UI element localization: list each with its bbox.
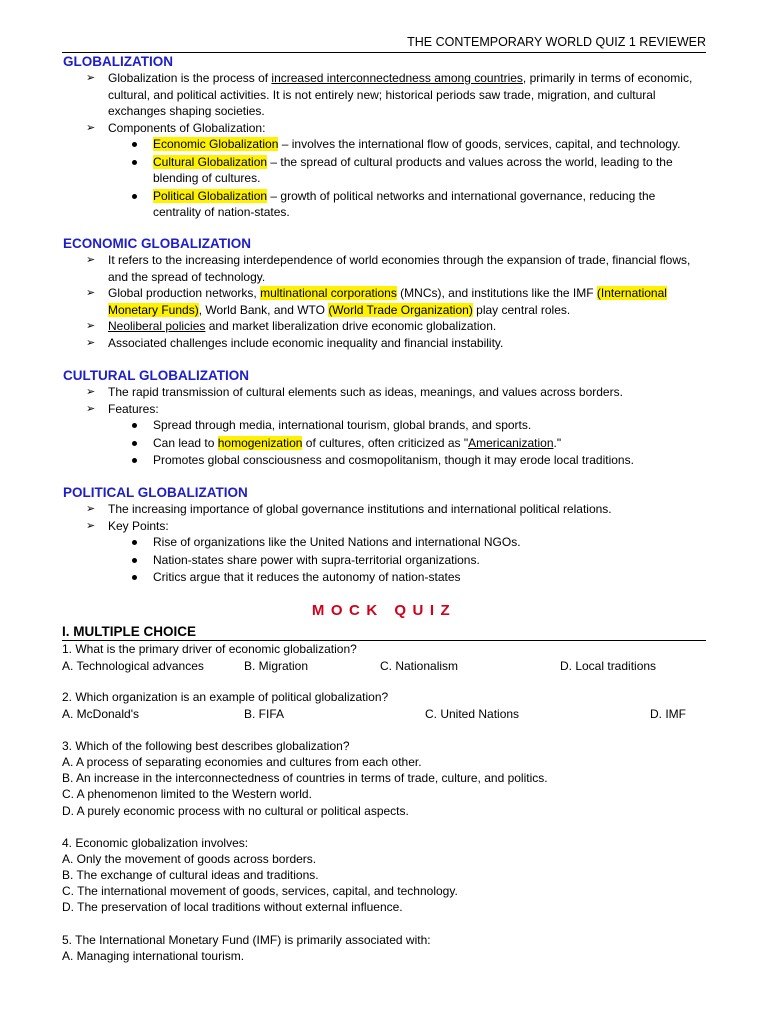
list-item: ➢ Globalization is the process of increased interconnectedness among countries, primarily in terms of economic, cultural, and political activities. It is not entirely new; historical periods saw trade, migration, and cultural exchanges shaping societies. (108, 70, 706, 120)
option-c: C. A phenomenon limited to the Western world. (62, 787, 312, 801)
sub-list (108, 534, 706, 586)
list-item: ➢ Global production networks, multinational corporations (MNCs), and institutions like the IMF (International Monetary Funds), World Bank, and WTO (World Trade Organization) play central roles. (108, 285, 706, 318)
option-c: C. Nationalism (380, 659, 459, 673)
option-d: D. IMF (650, 707, 686, 721)
underlined-term: Americanization (468, 435, 554, 450)
bullet-list (62, 252, 706, 351)
list-item: ➢ Features: Spread through media, international tourism, global brands, and sports. Can lead to homogenization of cultures, often criticized as "Americanization." Promotes global consciousness and cosmopolitanism, though it may erode local traditions. (108, 401, 706, 469)
bullet-list (62, 501, 706, 586)
list-item: Can lead to homogenization of cultures, often criticized as "Americanization." (153, 435, 706, 452)
section-title: CULTURAL GLOBALIZATION (63, 368, 249, 383)
option-b: B. FIFA (244, 707, 285, 721)
highlighted-term: (World Trade Organization) (328, 302, 473, 317)
header-title: THE CONTEMPORARY WORLD QUIZ 1 REVIEWER (407, 35, 706, 49)
question-3: 3. Which of the following best describes globalization? (62, 739, 350, 753)
list-item: Economic Globalization – involves the international flow of goods, services, capital, and technology. (153, 136, 706, 153)
option-d: D. Local traditions (560, 659, 657, 673)
option-a: A. McDonald's (62, 707, 139, 721)
bullet-list (62, 70, 706, 221)
list-item: ➢ Components of Globalization: Economic Globalization – involves the international flow of goods, services, capital, and technology. Cultural Globalization – the spread of cultural products and values across the world, leading to the blending of cultures. Political Globalization – growth of political networks and international governance, reducing the centrality of nation-states. (108, 120, 706, 221)
list-item: ➢ Associated challenges include economic inequality and financial instability. (108, 335, 706, 352)
highlighted-term: multinational corporations (260, 286, 397, 300)
list-item: Cultural Globalization – the spread of cultural products and values across the world, leading to the blending of cultures. (153, 154, 706, 187)
list-item: ➢ The increasing importance of global governance institutions and international political relations. (108, 501, 706, 518)
section-title: POLITICAL GLOBALIZATION (63, 485, 248, 500)
section-globalization (62, 53, 706, 222)
sub-list (108, 417, 706, 469)
quiz-title: MOCK QUIZ (311, 602, 457, 619)
highlighted-term: homogenization (217, 435, 303, 450)
list-item: ➢ The rapid transmission of cultural elements such as ideas, meanings, and values across borders. (108, 384, 706, 401)
option-a: A. Managing international tourism. (62, 949, 245, 963)
section-cultural (62, 367, 706, 470)
option-d: D. A purely economic process with no cultural or political aspects. (62, 804, 409, 818)
section-title: ECONOMIC GLOBALIZATION (63, 236, 251, 251)
section-political (62, 484, 706, 587)
option-a: A. Only the movement of goods across borders. (62, 852, 317, 866)
question-1-options (62, 658, 712, 675)
highlighted-term: Political Globalization (153, 188, 268, 203)
option-a: A. A process of separating economies and cultures from each other. (62, 755, 422, 769)
quiz-section-title: I. MULTIPLE CHOICE (62, 624, 706, 641)
list-item: Spread through media, international tourism, global brands, and sports. (153, 417, 706, 434)
question-2: 2. Which organization is an example of political globalization? (62, 690, 389, 704)
list-item: ➢ Neoliberal policies and market liberalization drive economic globalization. (108, 318, 706, 335)
list-item: Critics argue that it reduces the autonomy of nation-states (153, 569, 706, 586)
question-5: 5. The International Monetary Fund (IMF) is primarily associated with: (62, 933, 431, 947)
option-b: B. Migration (244, 659, 309, 673)
highlighted-term: (International Monetary Funds) (108, 286, 667, 317)
bullet-list (62, 384, 706, 469)
question-1: 1. What is the primary driver of economic globalization? (62, 642, 357, 656)
underlined-term: Neoliberal policies (108, 319, 206, 333)
underlined-term: increased interconnectedness among countries (271, 71, 523, 85)
list-item: ➢ It refers to the increasing interdependence of world economies through the expansion of trade, financial flows, and the spread of technology. (108, 252, 706, 285)
section-economic (62, 235, 706, 351)
sub-list (108, 136, 706, 221)
list-item: Promotes global consciousness and cosmopolitanism, though it may erode local traditions. (153, 452, 706, 469)
question-4: 4. Economic globalization involves: (62, 836, 249, 850)
list-item: Political Globalization – growth of political networks and international governance, reducing the centrality of nation-states. (153, 188, 706, 221)
highlighted-term: Economic Globalization (153, 137, 279, 151)
option-b: B. An increase in the interconnectedness of countries in terms of trade, culture, and politics. (62, 771, 548, 785)
option-c: C. United Nations (425, 707, 520, 721)
list-item: Rise of organizations like the United Nations and international NGOs. (153, 534, 706, 551)
option-d: D. The preservation of local traditions without external influence. (62, 900, 403, 914)
option-a: A. Technological advances (62, 659, 204, 673)
highlighted-term: Cultural Globalization (153, 154, 268, 169)
section-title: GLOBALIZATION (63, 54, 173, 69)
option-b: B. The exchange of cultural ideas and traditions. (62, 868, 319, 882)
list-item: Nation-states share power with supra-territorial organizations. (153, 552, 706, 569)
document-header (62, 35, 706, 53)
question-2-options (62, 706, 712, 723)
option-c: C. The international movement of goods, services, capital, and technology. (62, 884, 458, 898)
list-item: ➢ Key Points: Rise of organizations like the United Nations and international NGOs. Nation-states share power with supra-territorial organizations. Critics argue that it reduces the autonomy of nation-states (108, 518, 706, 586)
